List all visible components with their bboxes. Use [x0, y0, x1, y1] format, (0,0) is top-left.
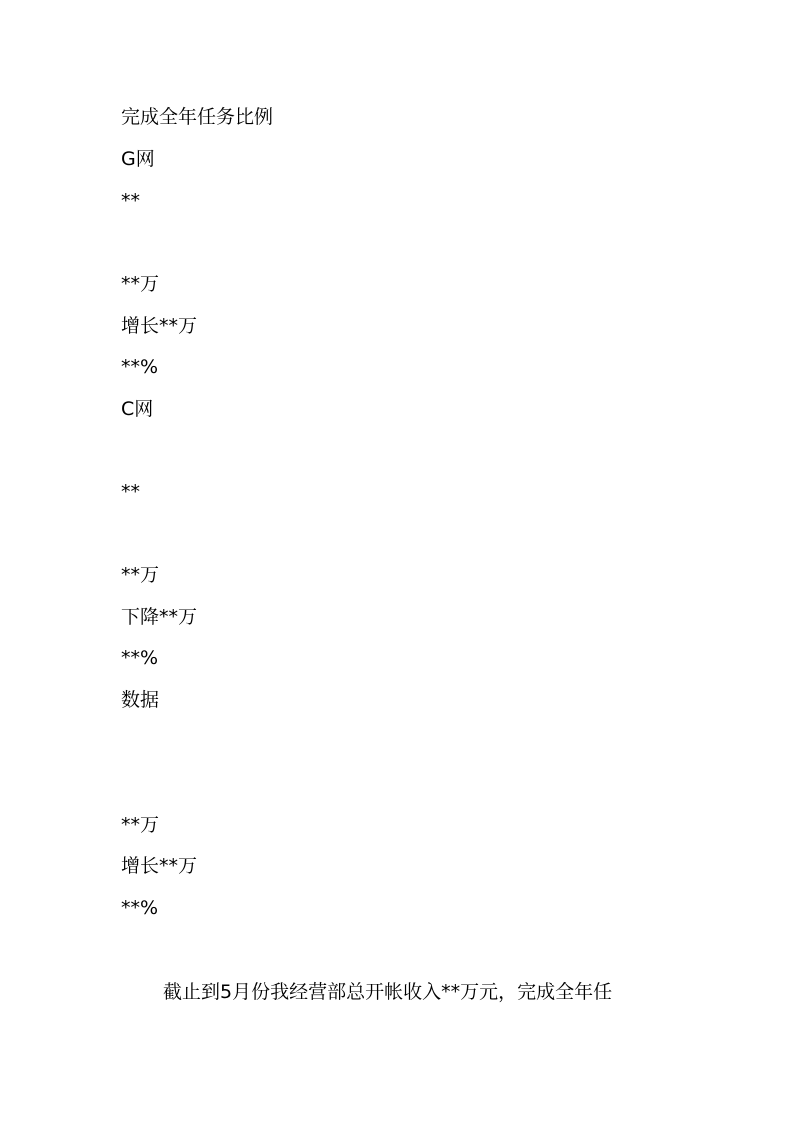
- text-line: 增长**万: [121, 855, 198, 877]
- text-line: **万: [121, 273, 160, 295]
- text-line: **: [121, 481, 140, 503]
- text-line: C网: [121, 398, 154, 420]
- text-line: 增长**万: [121, 315, 198, 337]
- text-line: **%: [121, 897, 159, 919]
- text-line: 数据: [121, 689, 160, 711]
- text-line: **万: [121, 814, 160, 836]
- text-line: 完成全年任务比例: [121, 106, 274, 128]
- text-line: **万: [121, 564, 160, 586]
- text-line: 下降**万: [121, 606, 198, 628]
- text-line: G网: [121, 148, 155, 170]
- text-line: **%: [121, 647, 159, 669]
- body-paragraph: 截止到5月份我经营部总开帐收入**万元，完成全年任: [163, 981, 613, 1003]
- text-line: **: [121, 190, 140, 212]
- text-line: **%: [121, 356, 159, 378]
